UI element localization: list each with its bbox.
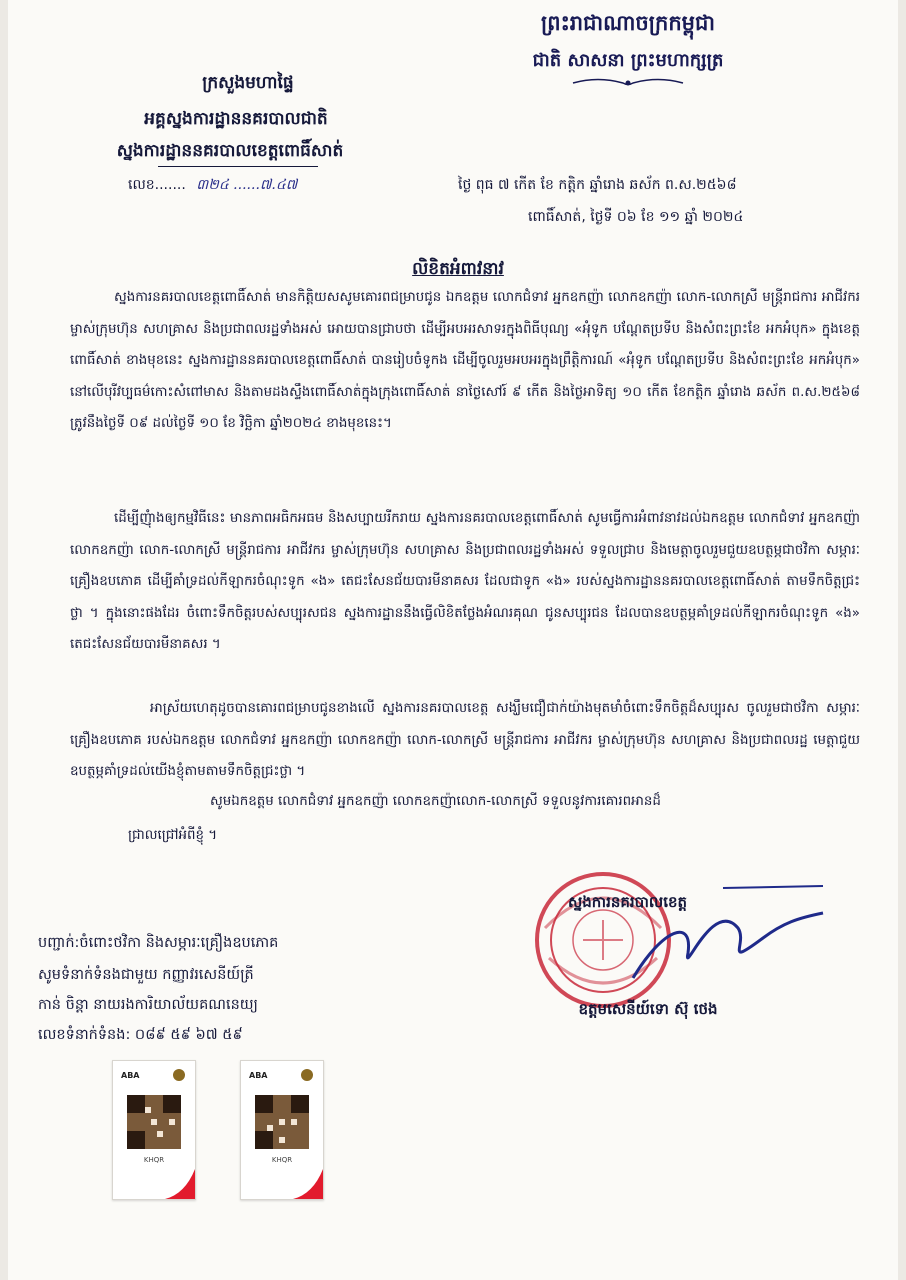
- qr-code-icon: [255, 1095, 309, 1149]
- signatory-name: ឧត្តមសេនីយ៍ទោ ស៊ុ ថេង: [578, 1000, 718, 1018]
- bank-logo-icon: [173, 1069, 185, 1081]
- qr-card-label: KHQR: [143, 1156, 165, 1164]
- card-corner-icon: [293, 1169, 323, 1199]
- letter-title: លិខិតអំពាវនាវ: [412, 259, 504, 279]
- ministry-name: ក្រសួងមហាផ្ទៃ: [202, 73, 294, 93]
- header-rule: [158, 166, 318, 167]
- contact-note-line-2: សូមទំនាក់ទំនងជាមួយ កញ្ញាវរសេនីយ៍ត្រី: [38, 967, 254, 983]
- lunar-date: ថ្ងៃ ពុធ ៧ កើត ខែ កត្តិក ឆ្នាំរោង ឆស័ក ព.ស.២៥៦៨: [458, 177, 737, 193]
- qr-card-brand: ABA: [121, 1071, 140, 1080]
- paragraph-3: អាស្រ័យហេតុដូចបានគោរពជម្រាបជូនខាងលើ ស្នងការនគរបាលខេត្ត សង្ឃឹមជឿជាក់យ៉ាងមុតមាំចំពោះទឹកចិត្តដ៏សប្បុរស ចូលរួមជាថវិកា សម្ភារៈគ្រឿងឧបភោគ របស់ឯកឧត្តម លោកជំទាវ អ្នកឧកញ៉ា លោកឧកញ៉ា លោក-លោកស្រី មន្ត្រីរាជការ អាជីវករ ម្ចាស់ក្រុមហ៊ុន សហគ្រាស និងប្រជាពលរដ្ឋ មេត្តាជួយឧបត្ថម្ភគាំទ្រដល់យើងខ្ញុំតាមតាមទឹកចិត្តជ្រះថ្លា ។: [70, 701, 860, 779]
- qr-card-brand: ABA: [249, 1071, 268, 1080]
- kingdom-heading: ព្រះរាជាណាចក្រកម្ពុជា: [540, 11, 715, 35]
- paragraph-5: ជ្រាលជ្រៅអំពីខ្ញុំ ។: [128, 828, 218, 843]
- qr-code-icon: [127, 1095, 181, 1149]
- ornament-divider: [568, 76, 688, 90]
- contact-note-line-3: កាន់ ចិន្តា នាយរងការិយាល័យគណនេយ្យ: [38, 997, 258, 1013]
- payment-qr-card[interactable]: [240, 1060, 324, 1200]
- reference-label: លេខ.......: [128, 177, 186, 193]
- paragraph-2: ដើម្បីញុំាងឲ្យកម្មវិធីនេះ មានភាពអធិកអធម និងសប្បាយរីករាយ ស្នងការនគរបាលខេត្តពោធិ៍សាត់ សូមធ្វើការអំពាវនាវដល់ឯកឧត្តម លោកជំទាវ អ្នកឧកញ៉ា លោកឧកញ៉ា លោក-លោកស្រី មន្ត្រីរាជការ អាជីវករ ម្ចាស់ក្រុមហ៊ុន សហគ្រាស និងប្រជាពលរដ្ឋទាំងអស់ ទទួលជ្រាប និងមេត្តាចូលរួមជួយឧបត្ថម្ភជាថវិកា សម្ភារៈគ្រឿងឧបភោគ ដើម្បីគាំទ្រដល់កីឡាករចំណុះទូក «ង» តេជះសែនជ័យបារមីនាគសរ ដែលជាទូក «ង» របស់ស្នងការដ្ឋាននគរបាលខេត្តពោធិ៍សាត់ តាមទឹកចិត្តជ្រះថ្លា ។ ក្នុងនោះផងដែរ ចំពោះទឹកចិត្តរបស់សប្បុរសជន ស្នងការដ្ឋាននឹងធ្វើលិខិតថ្លែងអំណរគុណ ជូនសប្បុរជន ដែលបានឧបត្ថម្ភគាំទ្រដល់កីឡាករចំណុះទូក «ង» តេជះសែនជ័យបារមីនាគសរ ។: [70, 511, 860, 652]
- bank-logo-icon: [301, 1069, 313, 1081]
- solar-date: ពោធិ៍សាត់, ថ្ងៃទី ០៦ ខែ ១១ ឆ្នាំ ២០២៤: [528, 209, 744, 225]
- paragraph-4: សូមឯកឧត្តម លោកជំទាវ អ្នកឧកញ៉ា លោកឧកញ៉ាលោក-លោកស្រី ទទួលនូវការគោរពអានដ៏: [210, 794, 661, 809]
- contact-note-line-1: បញ្ជាក់:ចំពោះថវិកា និងសម្ភារៈគ្រឿងឧបភោគ: [38, 935, 279, 951]
- letter-sheet: [8, 0, 898, 1280]
- signatory-title: ស្នងការនគរបាលខេត្ត: [568, 893, 688, 911]
- provincial-office-name: ស្នងការដ្ឋាននគរបាលខេត្តពោធិ៍សាត់: [116, 141, 344, 161]
- paragraph-1: ស្នងការនគរបាលខេត្តពោធិ៍សាត់ មានកិត្តិយសសូមគោរពជម្រាបជូន ឯកឧត្តម លោកជំទាវ អ្នកឧកញ៉ា លោកឧកញ៉ា លោក-លោកស្រី មន្ត្រីរាជការ អាជីវករ ម្ចាស់ក្រុមហ៊ុន សហគ្រាស និងប្រជាពលរដ្ឋទាំងអស់ អោយបានជ្រាបថា ដើម្បីអបអរសាទរក្នុងពិធីបុណ្យ «អុំទូក បណ្តែតប្រទីប និងសំពះព្រះខែ អកអំបុក» ក្នុងខេត្តពោធិ៍សាត់ ខាងមុខនេះ ស្នងការដ្ឋាននគរបាលខេត្តពោធិ៍សាត់ បានរៀបចំទូកង ដើម្បីចូលរួមអបអរក្នុងព្រឹត្តិការណ៍ «អុំទូក បណ្តែតប្រទីប និងសំពះព្រះខែ អកអំបុក» នៅលើបុរីវប្បធម៌កោះសំពៅមាស និងតាមដងស្ទឹងពោធិ៍សាត់ក្នុងក្រុងពោធិ៍សាត់ នាថ្ងៃសៅរ៍ ៩ កើត និងថ្ងៃអាទិត្យ ១០ កើត ខែកត្តិក ឆ្នាំរោង ឆស័ក ព.ស.២៥៦៨ ត្រូវនឹងថ្ងៃទី ០៩ ដល់ថ្ងៃទី ១០ ខែ វិច្ឆិកា ឆ្នាំ២០២៤ ខាងមុខនេះ។: [70, 290, 860, 431]
- department-name: អគ្គស្នងការដ្ឋាននគរបាលជាតិ: [144, 109, 328, 129]
- card-corner-icon: [165, 1169, 195, 1199]
- contact-phone: លេខទំនាក់ទំនង: ០៨៩ ៥៩ ៦៧ ៥៩: [38, 1027, 243, 1043]
- qr-card-label: KHQR: [271, 1156, 293, 1164]
- national-motto: ជាតិ សាសនា ព្រះមហាក្សត្រ: [532, 50, 724, 71]
- payment-qr-card[interactable]: [112, 1060, 196, 1200]
- official-stamp-and-signature: [523, 858, 853, 1018]
- reference-value: ៣២៤ ......៧.៤៧: [196, 177, 298, 193]
- reference-number: [128, 175, 297, 196]
